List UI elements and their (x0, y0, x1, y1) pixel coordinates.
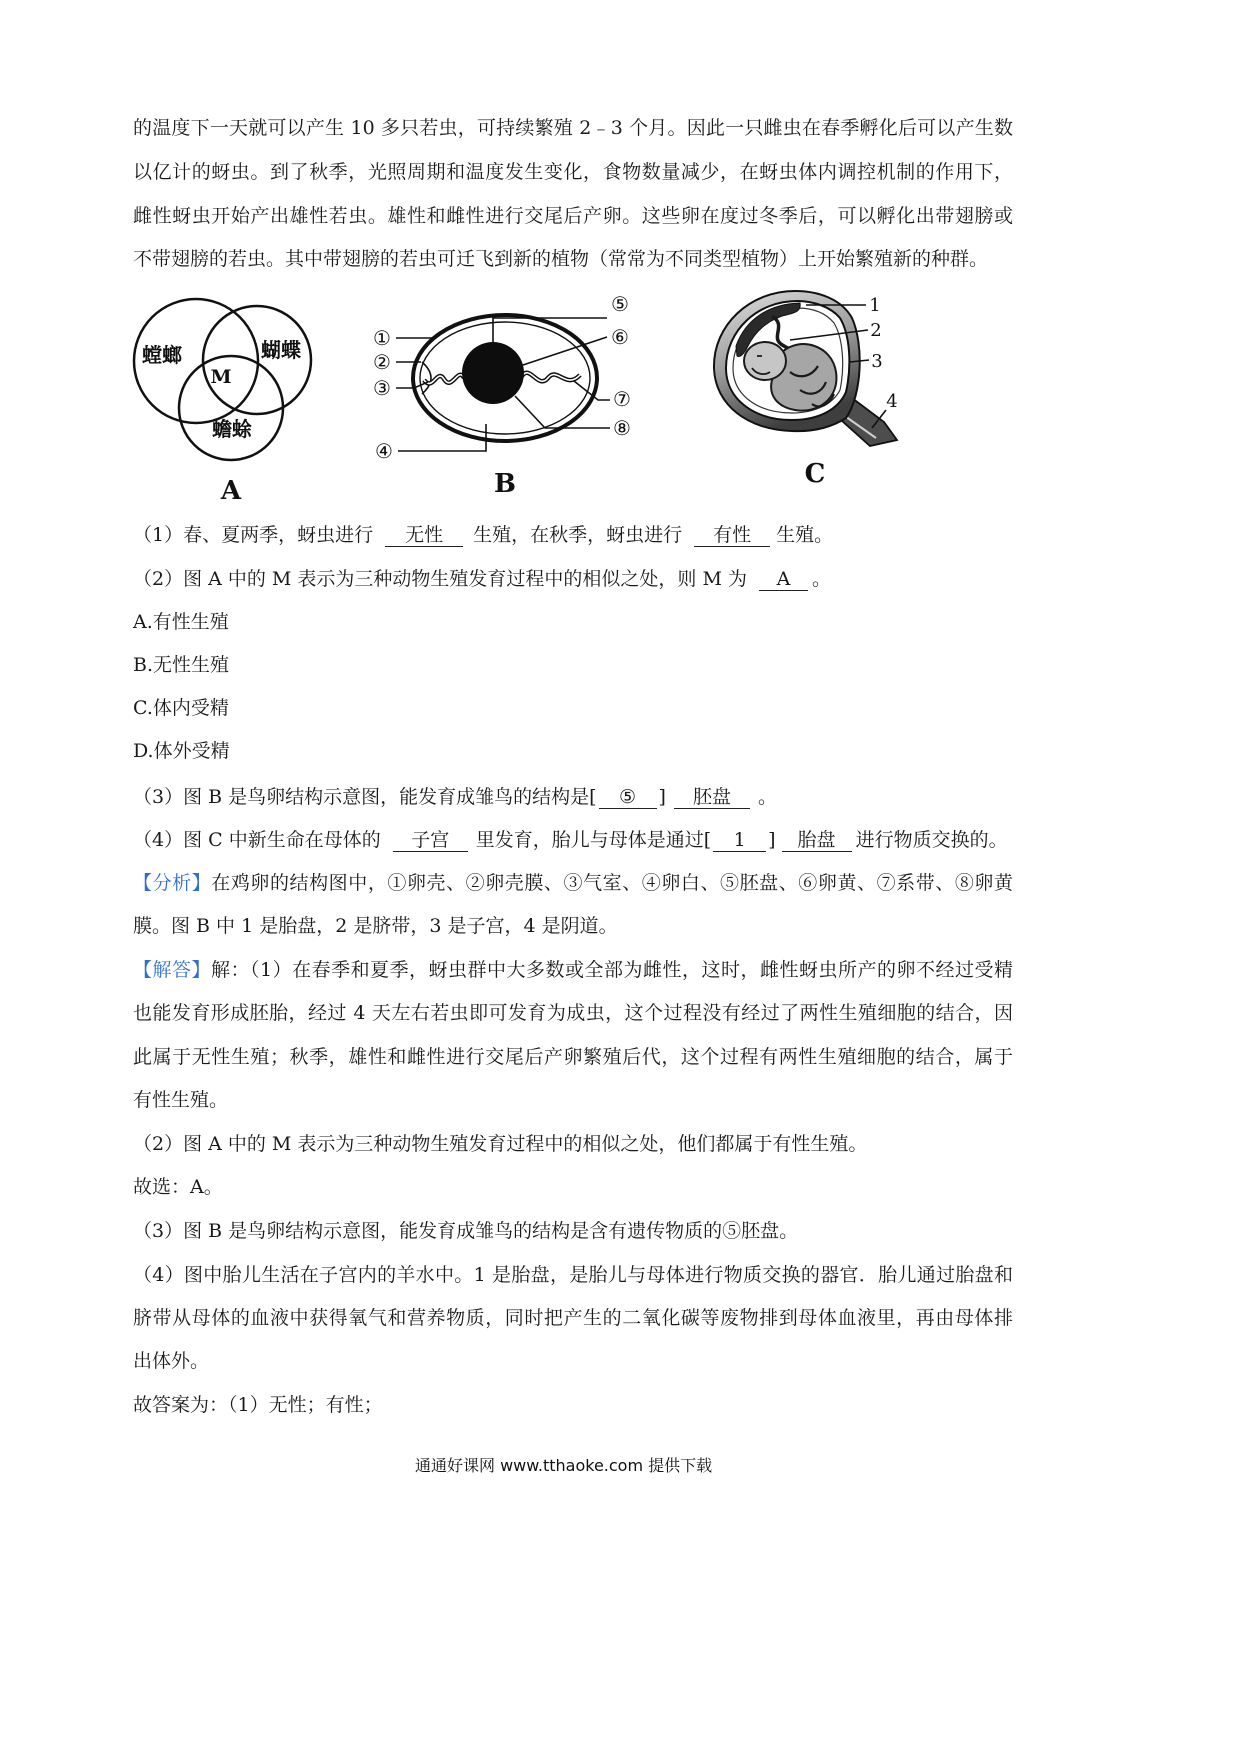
solution-line-1 (133, 956, 1013, 984)
egg-marker-3: ③ (373, 376, 391, 400)
uterus-marker-3: 3 (871, 351, 883, 372)
answer-blank: 有性 (694, 524, 770, 547)
figure-a-caption: A (220, 476, 242, 506)
page-footer: 通通好课网 www.tthaoke.com 提供下载 (415, 1456, 713, 1475)
solution-line-4: 有性生殖。 (133, 1089, 229, 1111)
option-b: B.无性生殖 (133, 654, 230, 676)
option-d: D.体外受精 (133, 740, 230, 762)
solution-tag: 【解答】 (133, 959, 211, 981)
answer-blank: 无性 (385, 524, 463, 547)
figures-panel (0, 280, 1240, 510)
solution-line-3: 此属于无性生殖；秋季，雄性和雌性进行交尾后产卵繁殖后代，这个过程有两性生殖细胞的结合，属于 (133, 1046, 1013, 1068)
question-2-text: 。 (811, 568, 831, 590)
question-4-text: （4）图 C 中新生命在母体的 (133, 829, 381, 851)
uterus-marker-1: 1 (869, 295, 881, 316)
question-1-text: 生殖，在秋季，蚜虫进行 (473, 524, 683, 546)
bracket-close: ] (768, 829, 776, 851)
bracket-close: ] (658, 786, 666, 808)
solution-line-10: 出体外。 (133, 1350, 210, 1372)
question-2 (133, 565, 1013, 593)
question-4-text: 进行物质交换的。 (855, 829, 1008, 851)
uterus-marker-2: 2 (870, 320, 882, 341)
option-c: C.体内受精 (133, 697, 229, 719)
egg-marker-4: ④ (375, 439, 393, 463)
egg-marker-8: ⑧ (613, 416, 631, 440)
answer-blank: 子宫 (393, 829, 468, 852)
venn-label-mantis: 螳螂 (142, 343, 182, 367)
question-4 (133, 826, 1013, 854)
figure-b-egg-diagram (373, 292, 631, 499)
solution-line-11: 故答案为：（1）无性；有性； (133, 1394, 383, 1416)
solution-line-5: （2）图 A 中的 M 表示为三种动物生殖发育过程中的相似之处，他们都属于有性生殖。 (133, 1133, 868, 1155)
figure-c-caption: C (804, 459, 826, 489)
analysis-tag: 【分析】 (133, 872, 212, 894)
solution-text: 解：（1）在春季和夏季，蚜虫群中大多数或全部为雌性，这时，雌性蚜虫所产的卵不经过受精 (211, 959, 1013, 981)
yolk (462, 342, 524, 404)
uterus-marker-4: 4 (886, 391, 898, 412)
analysis-text: 在鸡卵的结构图中，①卵壳、②卵壳膜、③气室、④卵白、⑤胚盘、⑥卵黄、⑦系带、⑧卵黄 (211, 872, 1013, 894)
intro-line-4: 不带翅膀的若虫。其中带翅膀的若虫可迁飞到新的植物（常常为不同类型植物）上开始繁殖新的种群。 (133, 248, 989, 270)
option-a: A.有性生殖 (133, 611, 229, 633)
question-3 (133, 783, 1013, 811)
venn-label-overlap: M (210, 366, 232, 388)
figure-a-venn-diagram (134, 299, 311, 506)
venn-label-butterfly: 蝴蝶 (261, 338, 301, 362)
analysis-line-1 (133, 869, 1013, 897)
solution-line-8: （4）图中胎儿生活在子宫内的羊水中。1 是胎盘，是胎儿与母体进行物质交换的器官．胎儿通过胎盘和 (133, 1264, 1013, 1286)
question-3-text: （3）图 B 是鸟卵结构示意图，能发育成雏鸟的结构是[ (133, 786, 597, 808)
question-1-text: （1）春、夏两季，蚜虫进行 (133, 524, 374, 546)
solution-line-6: 故选：A。 (133, 1176, 223, 1198)
egg-marker-6: ⑥ (611, 325, 629, 349)
analysis-line-2: 膜。图 B 中 1 是胎盘，2 是脐带，3 是子宫，4 是阴道。 (133, 915, 618, 937)
intro-line-1: 的温度下一天就可以产生 10 多只若虫，可持续繁殖 2﹣3 个月。因此一只雌虫在春季孵化后可以产生数 (133, 117, 1013, 139)
question-1-text: 生殖。 (776, 524, 834, 546)
answer-blank: ⑤ (599, 786, 657, 809)
question-2-text: （2）图 A 中的 M 表示为三种动物生殖发育过程中的相似之处，则 M 为 (133, 568, 747, 590)
solution-line-2: 也能发育形成胚胎，经过 4 天左右若虫即可发育为成虫，这个过程没有经过了两性生殖细胞的结合，因 (133, 1002, 1013, 1024)
answer-blank: 胚盘 (674, 786, 750, 809)
figure-c-uterus-diagram (714, 291, 898, 489)
question-4-text: 里发育，胎儿与母体是通过[ (475, 829, 712, 851)
solution-line-7: （3）图 B 是鸟卵结构示意图，能发育成雏鸟的结构是含有遗传物质的⑤胚盘。 (133, 1220, 799, 1242)
answer-blank: 胎盘 (782, 829, 852, 852)
figure-b-caption: B (494, 469, 516, 499)
egg-marker-5: ⑤ (611, 292, 629, 316)
egg-marker-2: ② (373, 350, 391, 374)
egg-marker-1: ① (373, 326, 391, 350)
egg-marker-7: ⑦ (613, 387, 631, 411)
venn-label-toad: 蟾蜍 (212, 417, 252, 441)
question-1 (133, 521, 1013, 549)
question-3-text: 。 (757, 786, 777, 808)
solution-line-9: 脐带从母体的血液中获得氧气和营养物质，同时把产生的二氧化碳等废物排到母体血液里，再由母体排 (133, 1307, 1013, 1329)
intro-line-3: 雌性蚜虫开始产出雄性若虫。雄性和雌性进行交尾后产卵。这些卵在度过冬季后，可以孵化出带翅膀或 (133, 205, 1013, 227)
intro-line-2: 以亿计的蚜虫。到了秋季，光照周期和温度发生变化，食物数量减少，在蚜虫体内调控机制的作用下， (133, 161, 1013, 183)
answer-blank: 1 (713, 829, 766, 852)
answer-blank: A (759, 568, 808, 591)
